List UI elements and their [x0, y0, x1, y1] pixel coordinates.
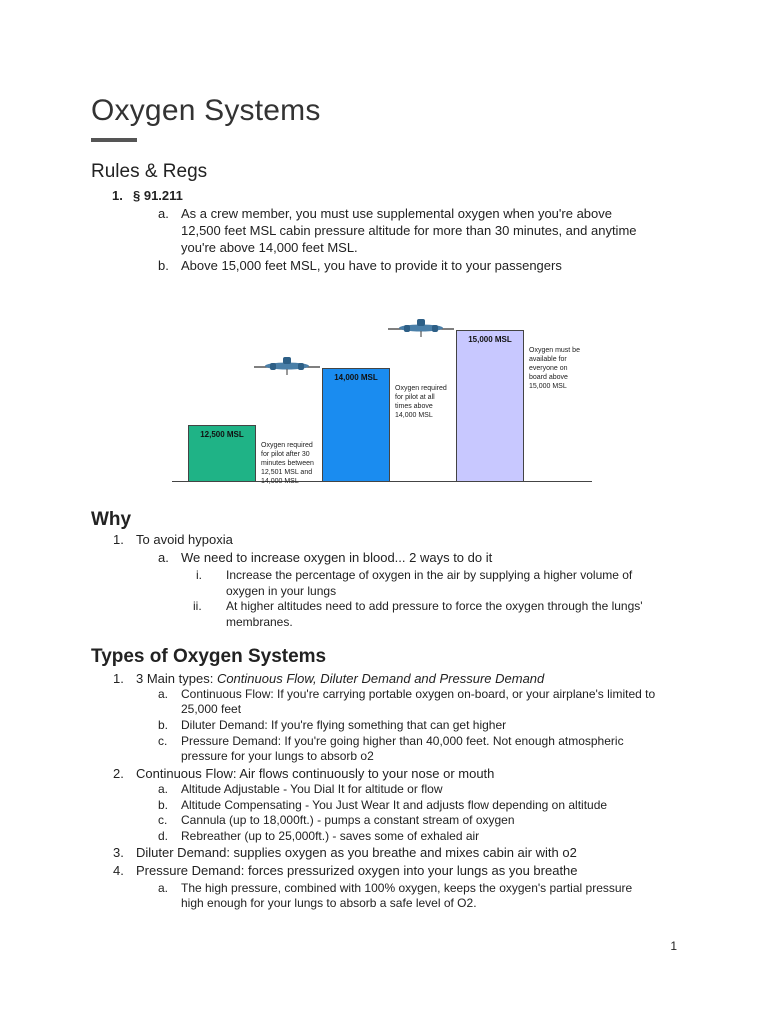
types-1a-line-1: Continuous Flow: If you're carrying portable oxygen on-board, or your airplane's limited to [181, 687, 656, 701]
page-number: 1 [670, 939, 677, 953]
page-title: Oxygen Systems [91, 94, 321, 127]
title-underline [91, 138, 137, 142]
list-marker: b. [158, 798, 169, 812]
list-marker: b. [158, 718, 169, 732]
chart-bar [188, 425, 256, 482]
types-1c-line-1: Pressure Demand: If you're going higher than 40,000 feet. Not enough atmospheric [181, 734, 624, 748]
chart-bar [322, 368, 390, 482]
types-1c-line-2: pressure for your lungs to absorb o2 [181, 749, 374, 763]
types-item-3: Diluter Demand: supplies oxygen as you breathe and mixes cabin air with o2 [136, 845, 577, 860]
types-item-1-prefix: 3 Main types: [136, 671, 217, 686]
list-marker: b. [158, 258, 169, 273]
list-marker: 1. [113, 671, 124, 686]
types-2a: Altitude Adjustable - You Dial It for altitude or flow [181, 782, 443, 796]
chart-annotation: Oxygen must be available for everyone on board above 15,000 MSL [529, 346, 580, 390]
types-item-2: Continuous Flow: Air flows continuously to your nose or mouth [136, 766, 495, 781]
types-2d: Rebreather (up to 25,000ft.) - saves some of exhaled air [181, 829, 480, 843]
types-item-1-italic: Continuous Flow, Diluter Demand and Pressure Demand [216, 671, 545, 686]
heading-rules-regs: Rules & Regs [91, 161, 208, 182]
why-ii-line-2: membranes. [226, 615, 293, 629]
list-marker: a. [158, 782, 169, 796]
airplane-icon [252, 354, 322, 381]
types-item-1 [136, 670, 544, 687]
list-marker: a. [158, 550, 169, 565]
why-item-a: We need to increase oxygen in blood... 2 ways to do it [181, 550, 493, 565]
rule-a-line-3: you're above 14,000 feet MSL. [181, 240, 358, 255]
types-2b: Altitude Compensating - You Just Wear It and adjusts flow depending on altitude [181, 798, 608, 812]
list-marker: a. [158, 206, 169, 221]
list-marker: c. [158, 813, 168, 827]
why-ii-line-1: At higher altitudes need to add pressure to force the oxygen through the lungs' [226, 599, 643, 613]
chart-bar-label: 12,500 MSL [200, 429, 244, 439]
types-2c: Cannula (up to 18,000ft.) - pumps a constant stream of oxygen [181, 813, 515, 827]
rule-citation: § 91.211 [133, 188, 183, 203]
list-marker: 1. [112, 188, 123, 203]
list-marker: a. [158, 881, 169, 895]
chart-annotation: Oxygen required for pilot at all times above 14,000 MSL [395, 384, 447, 419]
chart-annotation: Oxygen required for pilot after 30 minutes between 12,501 MSL and 14,000 MSL [261, 441, 314, 485]
why-i-line-2: oxygen in your lungs [226, 584, 337, 598]
types-item-4: Pressure Demand: forces pressurized oxygen into your lungs as you breathe [136, 863, 578, 878]
types-4a-line-1: The high pressure, combined with 100% oxygen, keeps the oxygen's partial pressure [181, 881, 633, 895]
types-4a-line-2: high enough for your lungs to absorb a safe level of O2. [181, 896, 477, 910]
chart-bar-label: 15,000 MSL [468, 334, 512, 344]
rule-a-line-1: As a crew member, you must use supplemental oxygen when you're above [181, 206, 612, 221]
chart-bar [456, 330, 524, 482]
chart-bar-label: 14,000 MSL [334, 372, 378, 382]
heading-types: Types of Oxygen Systems [91, 646, 327, 667]
list-marker: 2. [113, 766, 124, 781]
altitude-oxygen-chart [172, 312, 600, 487]
heading-why: Why [91, 509, 132, 530]
rule-a-line-2: 12,500 feet MSL cabin pressure altitude for more than 30 minutes, and anytime [181, 223, 637, 238]
why-i-line-1: Increase the percentage of oxygen in the air by supplying a higher volume of [226, 568, 633, 582]
types-1b-line: Diluter Demand: If you're flying something that can get higher [181, 718, 507, 732]
why-item-1: To avoid hypoxia [136, 532, 233, 547]
types-1a-line-2: 25,000 feet [181, 702, 242, 716]
list-marker: c. [158, 734, 168, 748]
list-marker: 4. [113, 863, 124, 878]
list-marker: d. [158, 829, 169, 843]
airplane-icon [386, 316, 456, 343]
list-marker: 3. [113, 845, 124, 860]
list-marker: a. [158, 687, 169, 701]
rule-b-line: Above 15,000 feet MSL, you have to provide it to your passengers [181, 258, 562, 273]
list-marker: i. [196, 568, 202, 582]
list-marker: 1. [113, 532, 124, 547]
list-marker: ii. [193, 599, 202, 613]
